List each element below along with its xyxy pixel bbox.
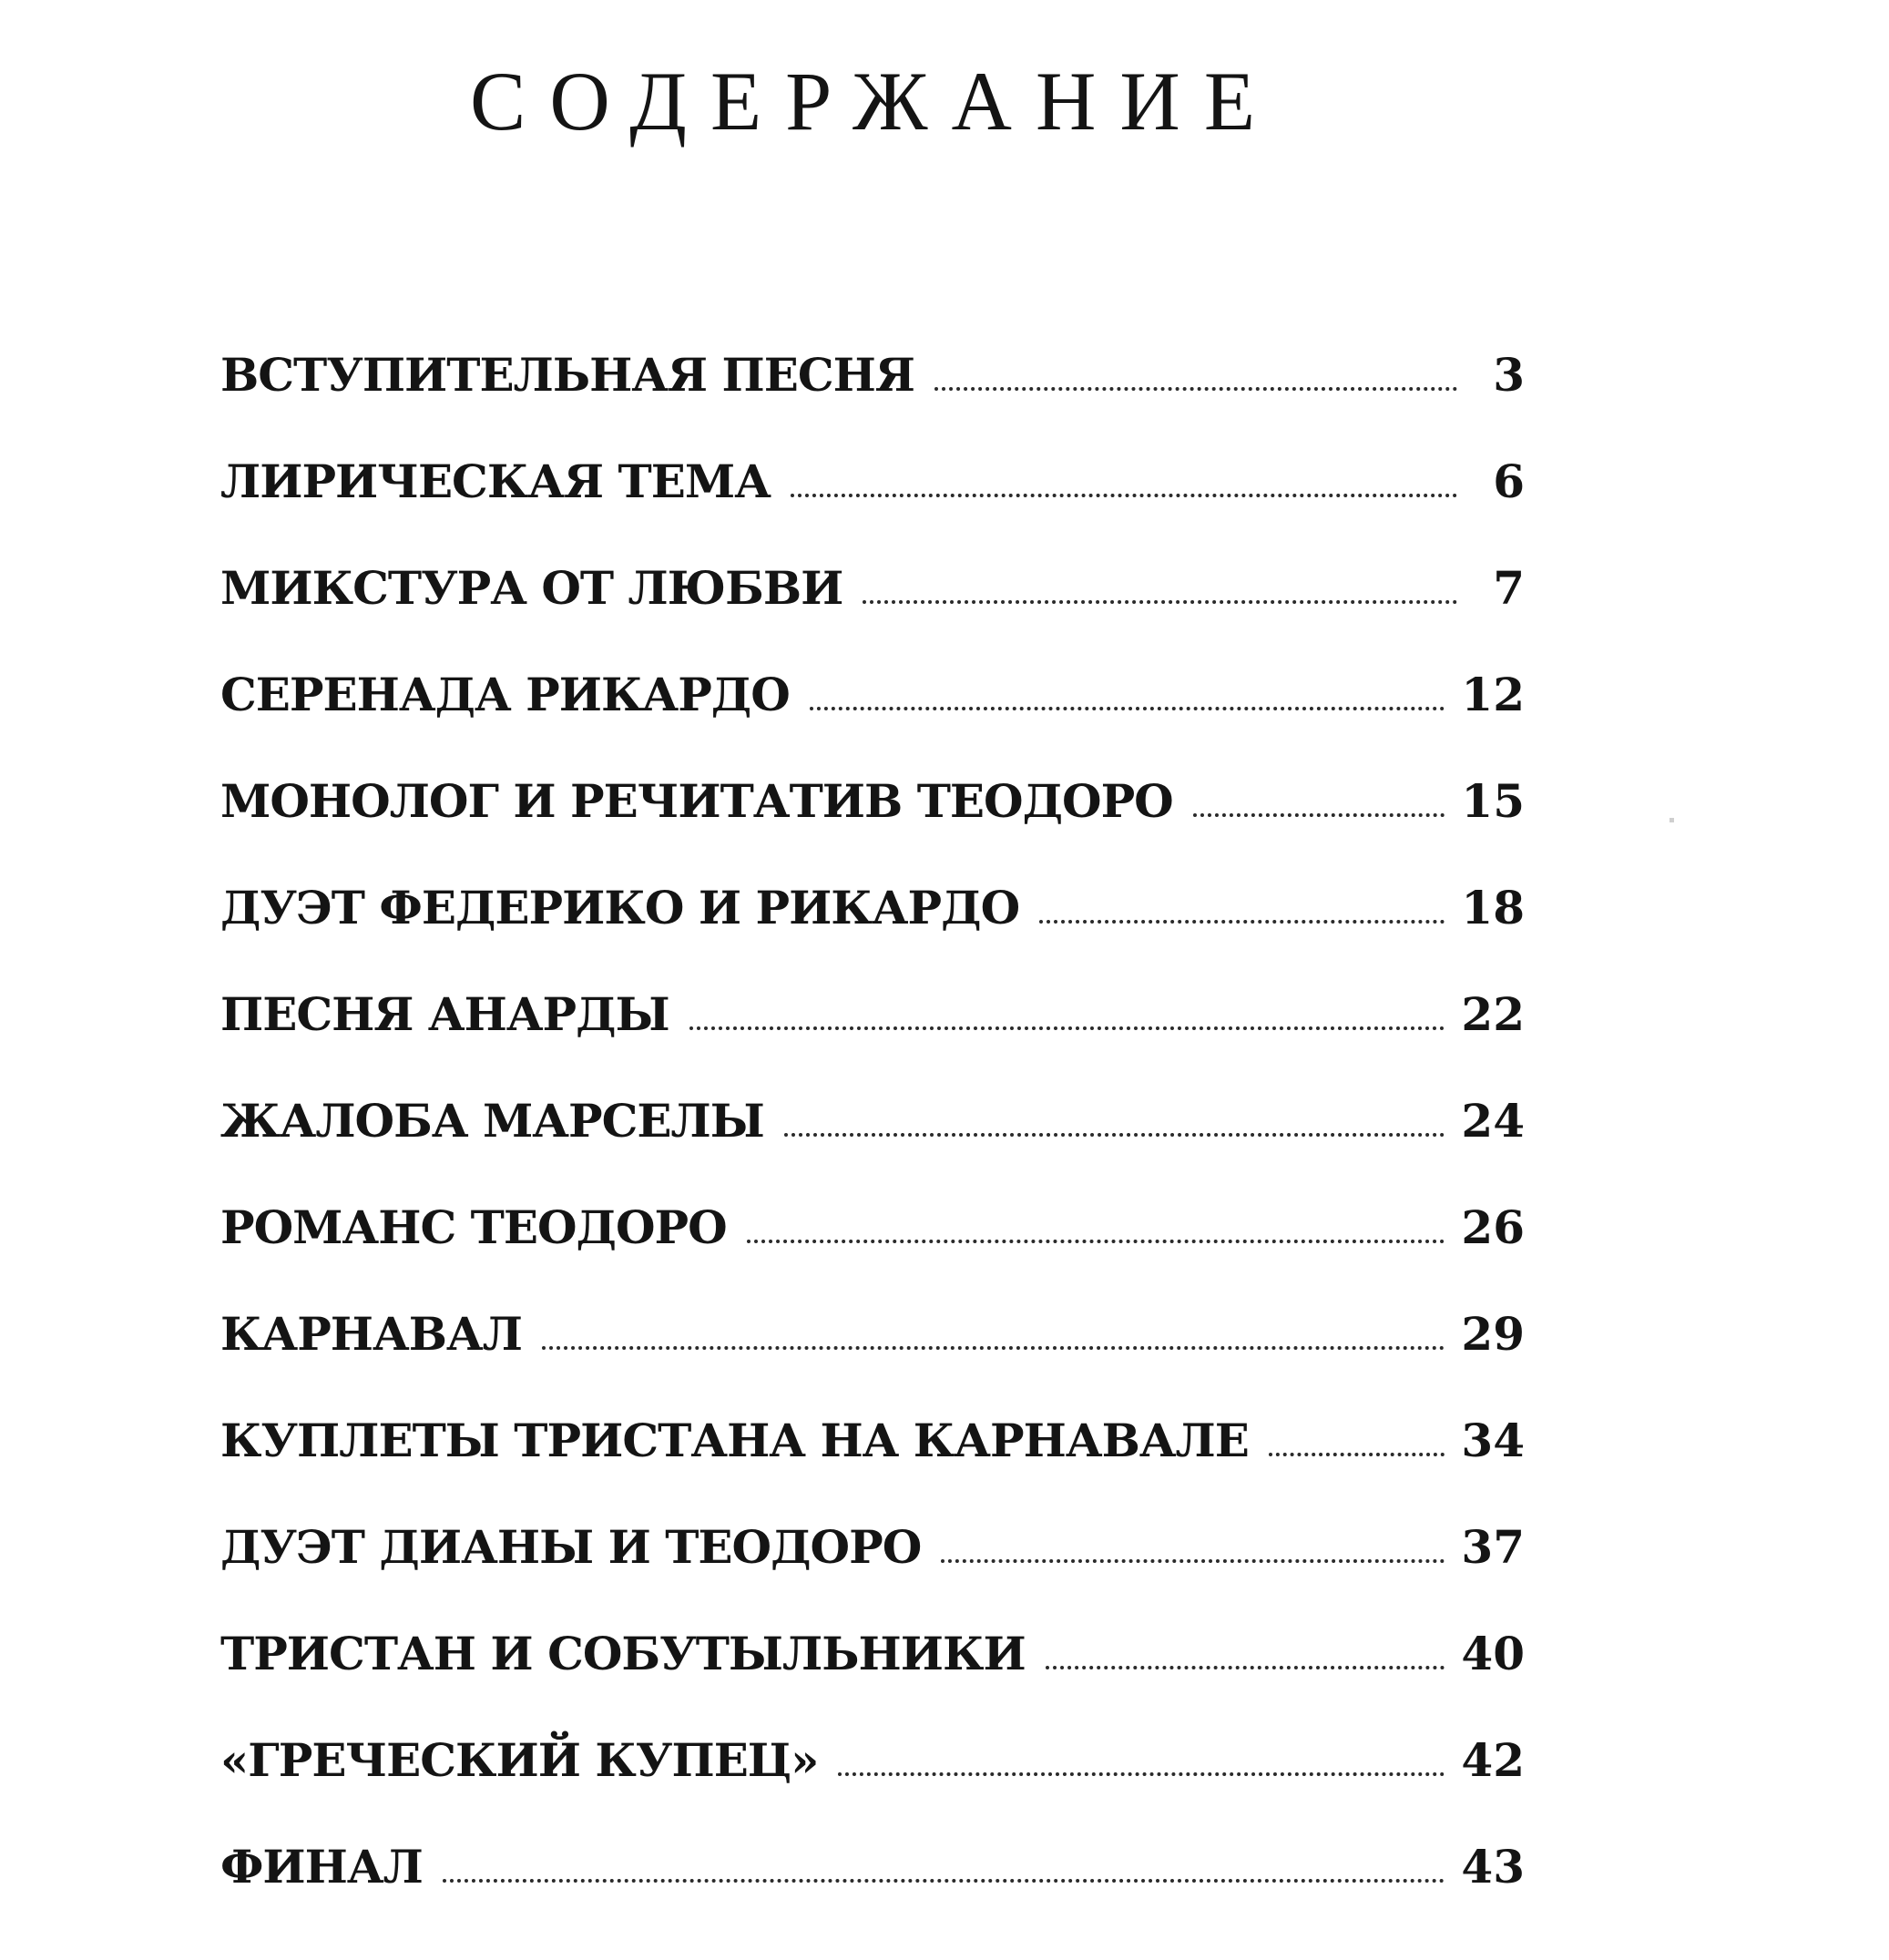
toc-entry-page: 37 bbox=[1461, 1520, 1525, 1574]
toc-entry-page: 22 bbox=[1461, 987, 1525, 1041]
dot-leader bbox=[1269, 1453, 1445, 1456]
toc-entry-page: 7 bbox=[1493, 561, 1525, 615]
toc-entry-title: ДУЭТ ДИАНЫ И ТЕОДОРО bbox=[220, 1520, 922, 1574]
toc-entry-page: 3 bbox=[1493, 348, 1525, 402]
toc-entry-title: РОМАНС ТЕОДОРО bbox=[220, 1200, 727, 1254]
dot-leader bbox=[1039, 920, 1445, 924]
toc-entry-page: 34 bbox=[1461, 1414, 1525, 1467]
page-title: СОДЕРЖАНИЕ bbox=[469, 55, 1280, 148]
toc-entry-page: 43 bbox=[1461, 1840, 1525, 1894]
toc-entry[interactable] bbox=[220, 931, 1525, 1041]
dot-leader bbox=[1193, 813, 1445, 817]
toc-entry[interactable] bbox=[220, 291, 1525, 402]
dot-leader bbox=[838, 1772, 1445, 1776]
toc-entry-title: ФИНАЛ bbox=[220, 1840, 423, 1894]
toc-entry-title: ДУЭТ ФЕДЕРИКО И РИКАРДО bbox=[220, 881, 1020, 934]
toc-entry-title: МОНОЛОГ И РЕЧИТАТИВ ТЕОДОРО bbox=[220, 774, 1173, 828]
toc-entry-title: КУПЛЕТЫ ТРИСТАНА НА КАРНАВАЛЕ bbox=[220, 1414, 1249, 1467]
dot-leader bbox=[934, 387, 1457, 391]
toc-entry-title: ЛИРИЧЕСКАЯ ТЕМА bbox=[220, 454, 771, 508]
dot-leader bbox=[791, 494, 1457, 497]
toc-entry-title: «ГРЕЧЕСКИЙ КУПЕЦ» bbox=[220, 1733, 819, 1787]
toc-entry-page: 24 bbox=[1461, 1094, 1525, 1148]
dot-leader bbox=[784, 1133, 1445, 1137]
dot-leader bbox=[689, 1026, 1445, 1030]
toc-entry-page: 29 bbox=[1461, 1307, 1525, 1361]
toc-entry-page: 26 bbox=[1461, 1200, 1525, 1254]
dot-leader bbox=[542, 1346, 1445, 1350]
toc-entry-page: 42 bbox=[1461, 1733, 1525, 1787]
toc-entry[interactable] bbox=[220, 1144, 1525, 1254]
toc-entry-title: КАРНАВАЛ bbox=[220, 1307, 522, 1361]
toc-entry-page: 40 bbox=[1461, 1627, 1525, 1680]
toc-entry-title: ЖАЛОБА МАРСЕЛЫ bbox=[220, 1094, 764, 1148]
toc-entry[interactable] bbox=[220, 1251, 1525, 1361]
dot-leader bbox=[1046, 1666, 1445, 1669]
toc-entry[interactable] bbox=[220, 718, 1525, 828]
toc-entry-page: 6 bbox=[1493, 454, 1525, 508]
toc-entry[interactable] bbox=[220, 611, 1525, 721]
toc-entry[interactable] bbox=[220, 1570, 1525, 1680]
toc-entry-title: ТРИСТАН И СОБУТЫЛЬНИКИ bbox=[220, 1627, 1026, 1680]
toc-entry-title: МИКСТУРА ОТ ЛЮБВИ bbox=[220, 561, 843, 615]
toc-entry-title: ВСТУПИТЕЛЬНАЯ ПЕСНЯ bbox=[220, 348, 915, 402]
scan-speck bbox=[1669, 818, 1674, 822]
toc-entry[interactable] bbox=[220, 1037, 1525, 1148]
toc-entry-page: 12 bbox=[1461, 668, 1525, 721]
toc-entry[interactable] bbox=[220, 824, 1525, 934]
toc-entry[interactable] bbox=[220, 1677, 1525, 1787]
table-of-contents bbox=[220, 291, 1525, 1894]
dot-leader bbox=[810, 707, 1445, 710]
dot-leader bbox=[941, 1559, 1445, 1563]
toc-entry-page: 18 bbox=[1461, 881, 1525, 934]
dot-leader bbox=[747, 1240, 1445, 1243]
toc-entry[interactable] bbox=[220, 1464, 1525, 1574]
toc-entry-title: СЕРЕНАДА РИКАРДО bbox=[220, 668, 790, 721]
dot-leader bbox=[443, 1879, 1445, 1883]
toc-entry-page: 15 bbox=[1461, 774, 1525, 828]
toc-entry-title: ПЕСНЯ АНАРДЫ bbox=[220, 987, 669, 1041]
toc-entry[interactable] bbox=[220, 505, 1525, 615]
toc-entry[interactable] bbox=[220, 1357, 1525, 1467]
dot-leader bbox=[863, 600, 1457, 604]
toc-entry[interactable] bbox=[220, 1783, 1525, 1894]
toc-entry[interactable] bbox=[220, 398, 1525, 508]
